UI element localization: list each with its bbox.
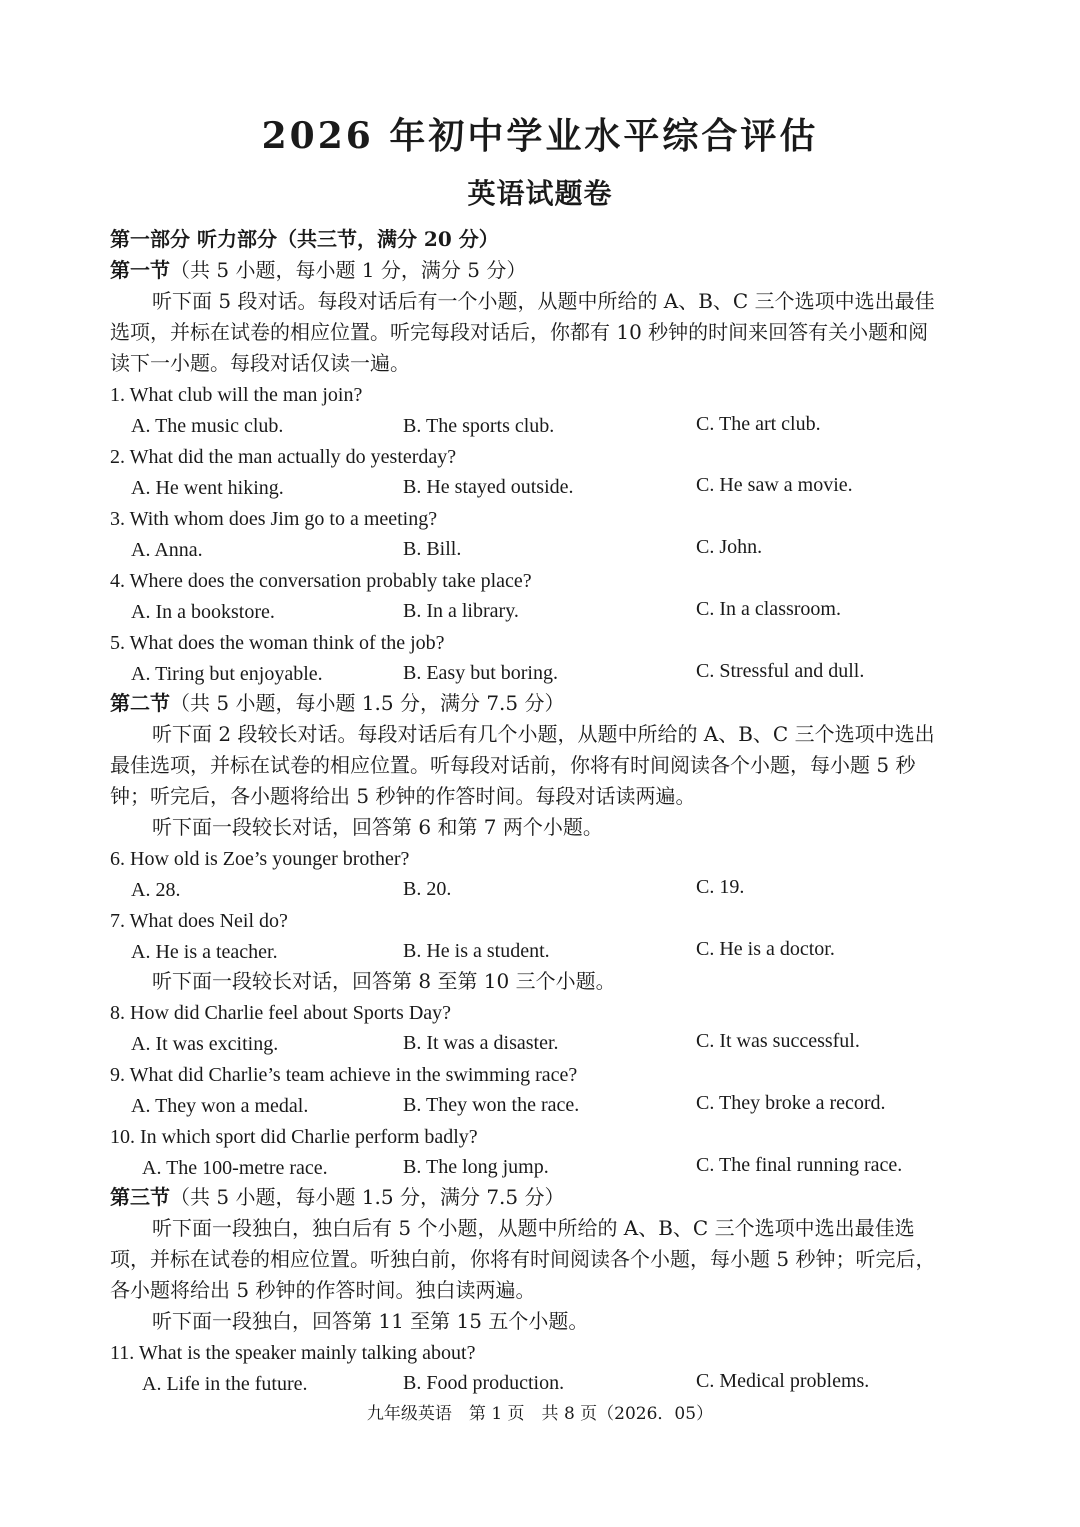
section3-instruction-line: 听下面一段独白，独白后有 5 个小题，从题中所给的 A、B、C 三个选项中选出最佳选 <box>152 1216 915 1240</box>
section3-instruction-line: 项，并标在试卷的相应位置。听独白前，你将有时间阅读各个小题，每小题 5 秒钟；听完后， <box>110 1247 936 1271</box>
q8-option-a: A. It was exciting. <box>131 1033 279 1055</box>
q10-option-a: A. The 100-metre race. <box>142 1157 328 1179</box>
q7-option-c: C. He is a doctor. <box>696 938 835 960</box>
q2-option-a: A. He went hiking. <box>131 477 284 499</box>
section2-instruction-line: 最佳选项，并标在试卷的相应位置。听每段对话前，你将有时间阅读各个小题，每小题 5 秒 <box>110 753 916 777</box>
q5-option-a: A. Tiring but enjoyable. <box>131 663 323 685</box>
q4-option-b: B. In a library. <box>403 600 519 622</box>
q6-option-b: B. 20. <box>403 878 452 900</box>
question-6: 6. How old is Zoe’s younger brother? <box>110 848 410 870</box>
q9-option-a: A. They won a medal. <box>131 1095 309 1117</box>
q10-option-b: B. The long jump. <box>403 1156 549 1178</box>
section1-header <box>110 257 526 283</box>
question-9: 9. What did Charlie’s team achieve in the swimming race? <box>110 1064 578 1086</box>
section2-note-1: 听下面一段较长对话，回答第 6 和第 7 两个小题。 <box>152 815 603 839</box>
q1-option-b: B. The sports club. <box>403 415 555 437</box>
q9-option-b: B. They won the race. <box>403 1094 580 1116</box>
q7-option-a: A. He is a teacher. <box>131 941 278 963</box>
q6-option-a: A. 28. <box>131 879 181 901</box>
section1-instruction-line: 选项，并标在试卷的相应位置。听完每段对话后，你都有 10 秒钟的时间来回答有关小题和阅 <box>110 320 929 344</box>
section1-instruction-line: 听下面 5 段对话。每段对话后有一个小题，从题中所给的 A、B、C 三个选项中选出最佳 <box>152 289 935 313</box>
q7-option-b: B. He is a student. <box>403 940 550 962</box>
section2-instruction-line: 听下面 2 段较长对话。每段对话后有几个小题，从题中所给的 A、B、C 三个选项中选出 <box>152 722 935 746</box>
question-2: 2. What did the man actually do yesterday? <box>110 446 457 468</box>
q8-option-b: B. It was a disaster. <box>403 1032 559 1054</box>
section2-desc: （共 5 小题，每小题 1.5 分，满分 7.5 分） <box>170 691 565 715</box>
section2-instruction-line: 钟；听完后，各小题将给出 5 秒钟的作答时间。每段对话读两遍。 <box>110 784 696 808</box>
q4-option-a: A. In a bookstore. <box>131 601 275 623</box>
section3-instruction-line: 各小题将给出 5 秒钟的作答时间。独白读两遍。 <box>110 1278 536 1302</box>
question-7: 7. What does Neil do? <box>110 910 288 932</box>
q2-option-c: C. He saw a movie. <box>696 474 853 496</box>
section1-title: 第一节 <box>110 258 170 282</box>
q4-option-c: C. In a classroom. <box>696 598 841 620</box>
section1-instruction-line: 读下一小题。每段对话仅读一遍。 <box>110 351 410 375</box>
q1-option-c: C. The art club. <box>696 413 821 435</box>
section2-title: 第二节 <box>110 691 170 715</box>
question-8: 8. How did Charlie feel about Sports Day? <box>110 1002 452 1024</box>
page-footer: 九年级英语 第 1 页 共 8 页（2026．05） <box>366 1404 714 1424</box>
q3-option-c: C. John. <box>696 536 763 558</box>
q5-option-b: B. Easy but boring. <box>403 662 558 684</box>
question-10: 10. In which sport did Charlie perform badly? <box>110 1126 478 1148</box>
section3-header <box>110 1184 564 1210</box>
section3-desc: （共 5 小题，每小题 1.5 分，满分 7.5 分） <box>170 1185 565 1209</box>
section2-note-2: 听下面一段较长对话，回答第 8 至第 10 三个小题。 <box>152 969 616 993</box>
q11-option-a: A. Life in the future. <box>142 1373 308 1395</box>
section2-header <box>110 690 564 716</box>
section3-title: 第三节 <box>110 1185 170 1209</box>
q11-option-b: B. Food production. <box>403 1372 565 1394</box>
q5-option-c: C. Stressful and dull. <box>696 660 865 682</box>
exam-subtitle: 英语试题卷 <box>467 177 613 210</box>
q10-option-c: C. The final running race. <box>696 1154 903 1176</box>
section3-note: 听下面一段独白，回答第 11 至第 15 五个小题。 <box>152 1309 589 1333</box>
q1-option-a: A. The music club. <box>131 415 284 437</box>
q3-option-a: A. Anna. <box>131 539 203 561</box>
q2-option-b: B. He stayed outside. <box>403 476 574 498</box>
q6-option-c: C. 19. <box>696 876 745 898</box>
question-1: 1. What club will the man join? <box>110 384 363 406</box>
exam-title: 2026 年初中学业水平综合评估 <box>261 115 819 157</box>
question-4: 4. Where does the conversation probably take place? <box>110 570 532 592</box>
question-11: 11. What is the speaker mainly talking about? <box>110 1342 476 1364</box>
q11-option-c: C. Medical problems. <box>696 1370 870 1392</box>
q3-option-b: B. Bill. <box>403 538 462 560</box>
section1-desc: （共 5 小题，每小题 1 分，满分 5 分） <box>170 258 527 282</box>
q8-option-c: C. It was successful. <box>696 1030 860 1052</box>
question-5: 5. What does the woman think of the job? <box>110 632 445 654</box>
q9-option-c: C. They broke a record. <box>696 1092 886 1114</box>
part1-heading: 第一部分 听力部分（共三节，满分 20 分） <box>110 227 499 251</box>
question-3: 3. With whom does Jim go to a meeting? <box>110 508 438 530</box>
